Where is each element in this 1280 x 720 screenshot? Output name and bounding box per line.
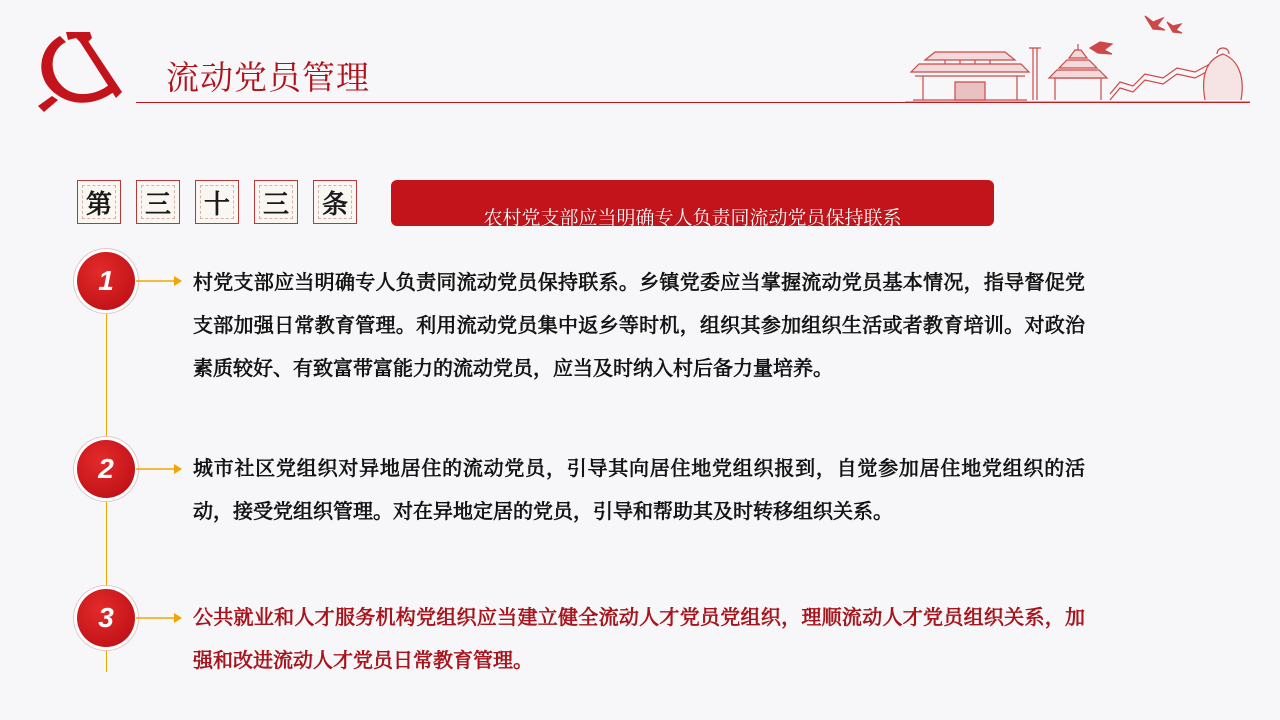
item-number-badge: 3 [77,589,135,647]
article-char: 第 [85,189,112,220]
article-char: 三 [144,189,171,220]
summary-banner-text: 农村党支部应当明确专人负责同流动党员保持联系 [483,207,902,229]
item-text: 城市社区党组织对异地居住的流动党员，引导其向居住地党组织报到，自觉参加居住地党组织的活动，接受党组织管理。对在异地定居的党员，引导和帮助其及时转移组织关系。 [193,456,1085,523]
party-emblem-icon [30,26,130,112]
article-char-box [195,180,239,224]
article-char: 三 [262,189,289,220]
article-char-box [313,180,357,224]
item-text: 公共就业和人才服务机构党组织应当建立健全流动人才党员党组织，理顺流动人才党员组织关系，加强和改进流动人才党员日常教育管理。 [193,605,1085,672]
arrow-right-icon [136,612,184,624]
landmarks-illustration [905,8,1250,104]
page-title: 流动党员管理 [166,58,370,97]
item-number-badge: 1 [77,252,135,310]
article-char: 条 [321,189,348,220]
item-text: 村党支部应当明确专人负责同流动党员保持联系。乡镇党委应当掌握流动党员基本情况，指导督促党支部加强日常教育管理。利用流动党员集中返乡等时机，组织其参加组织生活或者教育培训。对政治素质较好、有致富带富能力的流动党员，应当及时纳入村后备力量培养。 [193,270,1085,380]
article-char-box [254,180,298,224]
article-char: 十 [203,189,230,220]
arrow-right-icon [136,463,184,475]
item-number-badge: 2 [77,440,135,498]
arrow-right-icon [136,275,184,287]
article-char-box [77,180,121,224]
article-char-box [136,180,180,224]
